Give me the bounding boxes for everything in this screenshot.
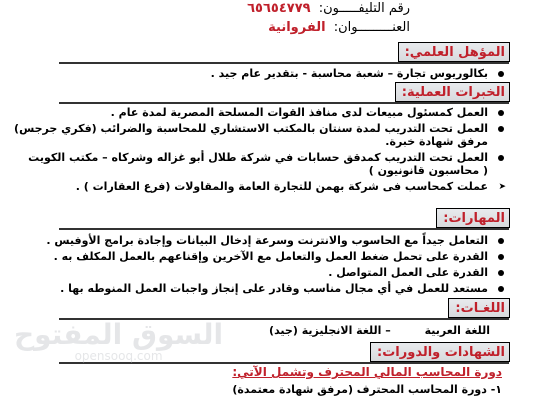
- experience-list: [14, 106, 508, 196]
- language-english: اللغة الانجليزية (جيد): [269, 324, 382, 337]
- list-item: العمل كمسئول مبيعات لدى منافذ القوات المسلحة المصرية لمدة عام .: [58, 106, 508, 119]
- skills-heading: المهارات:: [436, 208, 510, 228]
- phone-line: [247, 1, 410, 17]
- address-line: [268, 20, 410, 36]
- phone-value: ٦٥٦٥٤٧٧٩: [247, 1, 311, 16]
- certificates-title: الشهادات والدورات: [382, 345, 505, 360]
- qualification-list: [58, 67, 508, 83]
- course-line: ١- دورة المحاسب المحترف (مرفق شهادة معتمدة): [232, 383, 502, 396]
- certificates-heading: الشهادات والدورات:: [370, 342, 510, 362]
- list-item: العمل تحت التدريب لمدة سنتان بالمكتب الاستشاري للمحاسبة والضرائب (فكري جرجس) مرفق شهادة خبرة.: [58, 122, 508, 148]
- languages-heading: اللغـات:: [448, 298, 510, 318]
- qualification-title: المؤهل العلمي: [409, 45, 505, 60]
- list-item: القدرة على تحمل ضغط العمل والتعامل مع الآخرين وإقناعهم بالعمل المكلف به .: [58, 250, 508, 263]
- watermark-arabic: السوق المفتوح: [14, 318, 224, 351]
- languages-title: اللغـات: [460, 301, 505, 316]
- qualification-heading: المؤهل العلمي:: [398, 42, 510, 62]
- opensooq-watermark: [14, 318, 223, 363]
- experience-heading: الخبرات العملية:: [395, 82, 510, 102]
- experience-title: الخبرات العملية: [406, 85, 505, 100]
- skills-title: المهارات: [448, 211, 505, 226]
- watermark-english: opensooq.com: [74, 349, 163, 363]
- list-item: مستعد للعمل في أي مجال مناسب وقادر على إنجاز واجبات العمل المنوطه بها .: [58, 282, 508, 295]
- skills-list: [46, 234, 508, 298]
- course-title: دورة المحاسب المالي المحترف وتشمل الآتي:: [232, 365, 502, 379]
- list-item: ➤ عملت كمحاسب فى شركة بهمن للتجارة العامة والمقاولات (فرع العقارات ) .: [58, 180, 508, 193]
- languages-line: اللغة العربية – اللغة الانجليزية (جيد): [269, 324, 490, 337]
- address-label: العنـــــــــوان:: [333, 20, 410, 35]
- list-item: بكالوريوس تجارة – شعبة محاسبة - بتقدير عام جيد .: [58, 67, 508, 80]
- address-value: الفروانية: [268, 20, 326, 35]
- language-arabic: اللغة العربية: [424, 324, 490, 337]
- phone-label: رقم التليفـــــون:: [318, 1, 410, 16]
- list-item: العمل تحت التدريب كمدقق حسابات في شركة طلال أبو غزاله وشركاه – مكتب الكويت ( محاسبون قانونيون ): [58, 151, 508, 177]
- list-item: التعامل جيداً مع الحاسوب والانترنت وسرعة إدخال البيانات وإجادة برامج الأوفيس .: [58, 234, 508, 247]
- list-item: القدرة على العمل المتواصل .: [58, 266, 508, 279]
